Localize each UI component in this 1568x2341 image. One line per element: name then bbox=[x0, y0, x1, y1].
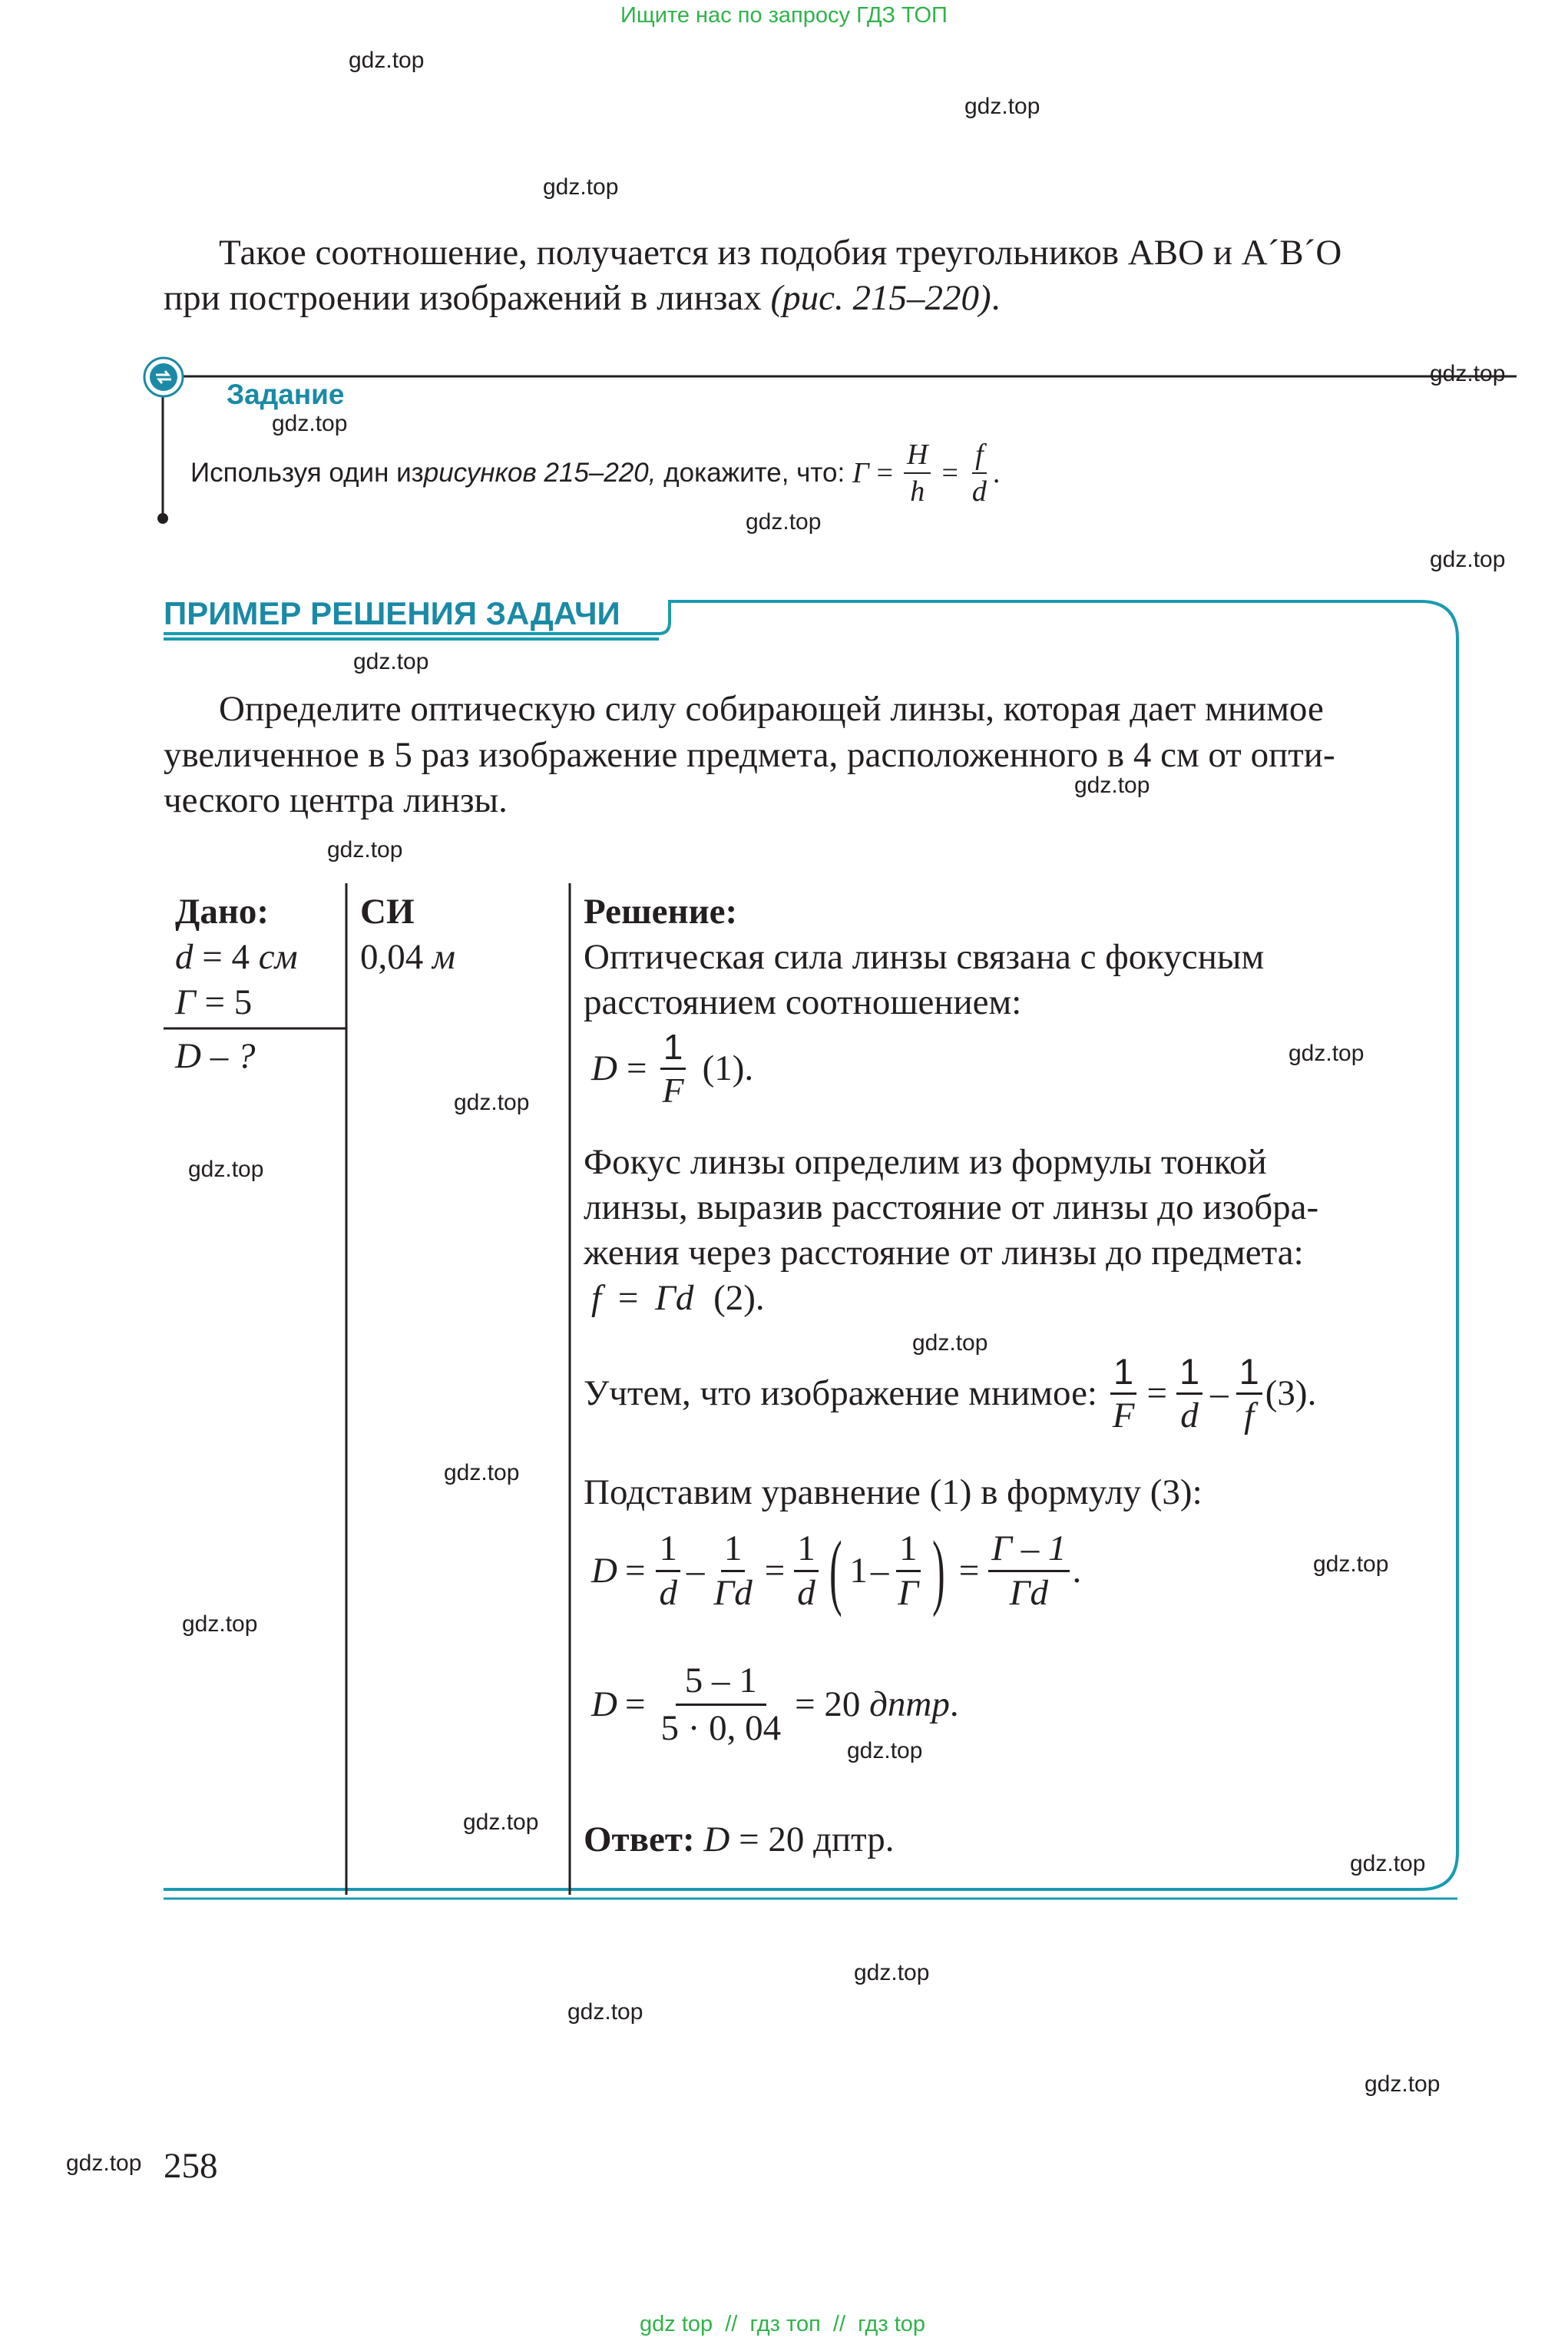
watermark: gdz.top bbox=[854, 1960, 930, 1985]
intro-end: . bbox=[991, 278, 1001, 318]
intro-text: при построении изображений в линзах bbox=[164, 278, 771, 318]
denominator: 5 · 0, 04 bbox=[660, 1708, 782, 1748]
problem-line-3: ческого центра линзы. bbox=[164, 780, 508, 820]
watermark: gdz.top bbox=[1430, 547, 1506, 572]
task-icon bbox=[143, 356, 184, 398]
find-quantity: D – ? bbox=[175, 1036, 256, 1076]
numerator: 1 bbox=[896, 1531, 921, 1572]
task-text bbox=[190, 440, 1000, 506]
denominator: h bbox=[910, 475, 925, 508]
numerator: 1 bbox=[1176, 1353, 1202, 1395]
watermark: gdz.top bbox=[272, 411, 348, 436]
var-gamma: Г bbox=[175, 982, 196, 1022]
task-formula bbox=[852, 440, 1000, 506]
var-d: d bbox=[175, 937, 194, 977]
watermark: gdz.top bbox=[327, 837, 403, 863]
fraction-1-d bbox=[1176, 1353, 1202, 1434]
left-paren: ( bbox=[829, 1524, 842, 1618]
equation-label: (3). bbox=[1265, 1373, 1317, 1413]
unit: см bbox=[258, 937, 298, 977]
denominator: Г bbox=[898, 1572, 919, 1613]
problem-line-1: Определите оптическую силу собирающей линзы, которая дает мнимое bbox=[219, 689, 1324, 729]
figure-reference: (рис. 215–220) bbox=[770, 278, 991, 318]
denominator: d bbox=[971, 475, 987, 508]
si-value bbox=[360, 935, 455, 980]
one: 1 bbox=[849, 1550, 868, 1591]
right-paren: ) bbox=[932, 1524, 945, 1618]
numerator: 1 bbox=[721, 1531, 746, 1572]
equation-2: f = Гd (2). bbox=[591, 1278, 765, 1318]
denominator: d bbox=[1180, 1396, 1199, 1435]
intro-line-2 bbox=[164, 276, 1000, 321]
given-distance bbox=[175, 935, 298, 980]
si-header: СИ bbox=[360, 892, 415, 932]
fraction-1-gamma bbox=[895, 1528, 921, 1613]
fraction-1-d bbox=[656, 1528, 680, 1613]
watermark: gdz.top bbox=[567, 1999, 643, 2025]
fraction-f-d bbox=[969, 440, 990, 506]
denominator: f bbox=[1244, 1396, 1255, 1435]
equation-label: (2). bbox=[713, 1278, 765, 1318]
equation-label: (1). bbox=[702, 1048, 754, 1088]
solution-p1-line-1: Оптическая сила линзы связана с фокусным bbox=[584, 937, 1265, 977]
watermark: gdz.top bbox=[1430, 361, 1506, 386]
answer bbox=[584, 1817, 895, 1863]
task-figure-ref: рисунков 215–220, bbox=[423, 458, 657, 488]
given-magnification bbox=[175, 980, 252, 1025]
var-D: D bbox=[703, 1819, 730, 1859]
solution-p1-line-2: расстоянием соотношением: bbox=[584, 982, 1022, 1022]
equals-sign: = bbox=[941, 457, 958, 489]
watermark: gdz.top bbox=[1365, 2071, 1441, 2097]
watermark: gdz.top bbox=[912, 1330, 988, 1356]
fraction-1-d bbox=[794, 1528, 819, 1613]
numerator: f bbox=[972, 440, 987, 474]
solution-p2-line-2: линзы, выразив расстояние от линзы до изобра- bbox=[584, 1187, 1319, 1227]
numerator: 5 – 1 bbox=[676, 1663, 766, 1706]
denominator: d bbox=[659, 1572, 677, 1613]
result: = 20 bbox=[795, 1684, 870, 1724]
answer-label: Ответ: bbox=[584, 1819, 695, 1859]
watermark: gdz.top bbox=[1074, 773, 1150, 798]
numerator: Г – 1 bbox=[988, 1531, 1069, 1572]
numerator: 1 bbox=[656, 1531, 680, 1572]
gamma-symbol: Г bbox=[852, 457, 869, 489]
numerator: 1 bbox=[660, 1029, 686, 1070]
var-D: D bbox=[591, 1048, 617, 1088]
unit: дптр bbox=[869, 1684, 950, 1724]
solution-p4: Подставим уравнение (1) в формулу (3): bbox=[584, 1472, 1202, 1512]
numerator: 1 bbox=[794, 1531, 819, 1572]
footer-links[interactable]: gdz top // гдз топ // гдз top bbox=[640, 2312, 926, 2336]
watermark: gdz.top bbox=[353, 649, 429, 674]
watermark: gdz.top bbox=[66, 2151, 142, 2176]
watermark: gdz.top bbox=[964, 94, 1040, 119]
task-heading: Задание bbox=[227, 379, 345, 410]
numerator: 1 bbox=[1236, 1353, 1262, 1395]
unit: м bbox=[432, 937, 455, 977]
fraction-1-gamma-d bbox=[710, 1528, 755, 1613]
numerator: 1 bbox=[1110, 1353, 1136, 1395]
solution-p2-line-3: жения через расстояние от линзы до предмета: bbox=[584, 1233, 1304, 1273]
solution-p3: Учтем, что изображение мнимое: bbox=[584, 1373, 1107, 1413]
var-D: D bbox=[591, 1550, 617, 1591]
denominator: Гd bbox=[713, 1572, 753, 1613]
equation-3-line: Учтем, что изображение мнимое: $\frac{1}{F}$ = $\frac{1}{d}$ – $\frac{1}{f}$ (3). bbox=[584, 1351, 1317, 1435]
watermark: gdz.top bbox=[847, 1738, 923, 1763]
fraction-numeric bbox=[656, 1663, 786, 1747]
watermark: gdz.top bbox=[1350, 1851, 1426, 1876]
value: = 4 bbox=[193, 937, 259, 977]
solution-p2-line-1: Фокус линзы определим из формулы тонкой bbox=[584, 1142, 1267, 1182]
denominator: F bbox=[662, 1071, 684, 1110]
example-heading: ПРИМЕР РЕШЕНИЯ ЗАДАЧИ bbox=[164, 595, 620, 631]
fraction-1-F bbox=[659, 1029, 686, 1108]
answer-value: = 20 дптр. bbox=[729, 1819, 895, 1859]
watermark: gdz.top bbox=[349, 48, 425, 73]
fraction-1-F bbox=[1110, 1353, 1138, 1434]
expr-gamma-d: Гd bbox=[655, 1278, 694, 1318]
watermark: gdz.top bbox=[182, 1611, 258, 1637]
problem-line-2: увеличенное в 5 раз изображение предмета, расположенного в 4 см от опти- bbox=[164, 735, 1335, 775]
watermark: gdz.top bbox=[543, 174, 619, 200]
denominator: F bbox=[1112, 1396, 1135, 1435]
top-banner-link[interactable]: Ищите нас по запросу ГДЗ ТОП bbox=[620, 3, 948, 28]
fraction-H-h bbox=[904, 440, 931, 506]
equation-4: D = $\frac{1}{d}$ – $\frac{1}{Гd}$ = $\frac{1}{d}$ ( 1 – $\frac{1}{Г}$ ) = $\frac{Г - 1}{Гd}$ . bbox=[591, 1524, 1082, 1618]
solution-header: Решение: bbox=[584, 892, 738, 932]
denominator: d bbox=[797, 1572, 815, 1613]
var-D: D bbox=[591, 1684, 617, 1724]
fraction-1-f bbox=[1236, 1353, 1262, 1434]
equation-1: D = $\frac{1}{F}$ (1). bbox=[591, 1027, 754, 1110]
page-number: 258 bbox=[164, 2146, 218, 2186]
watermark: gdz.top bbox=[1288, 1041, 1365, 1066]
watermark: gdz.top bbox=[746, 509, 822, 535]
period: . bbox=[992, 457, 1001, 489]
numerator: H bbox=[904, 440, 931, 474]
given-header: Дано: bbox=[175, 892, 270, 932]
intro-line-1: Такое соотношение, получается из подобия треугольников АВО и А´В´О bbox=[219, 233, 1342, 273]
equation-5: D = $\frac{5 - 1}{5 \cdot 0, 04}$ = 20 дптр . bbox=[591, 1661, 959, 1748]
task-text-start: Используя один из bbox=[190, 458, 424, 488]
var-f: f bbox=[591, 1278, 602, 1318]
task-text-end: докажите, что: bbox=[656, 458, 852, 488]
value: 0,04 bbox=[360, 937, 432, 977]
denominator: Гd bbox=[1009, 1572, 1049, 1613]
watermark: gdz.top bbox=[463, 1810, 539, 1835]
equals-sign: = bbox=[876, 457, 894, 489]
watermark: gdz.top bbox=[444, 1460, 520, 1485]
period: . bbox=[949, 1684, 959, 1724]
watermark: gdz.top bbox=[188, 1157, 264, 1182]
value: = 5 bbox=[195, 982, 253, 1022]
fraction-result bbox=[988, 1528, 1069, 1613]
watermark: gdz.top bbox=[454, 1090, 530, 1115]
watermark: gdz.top bbox=[1313, 1551, 1389, 1577]
